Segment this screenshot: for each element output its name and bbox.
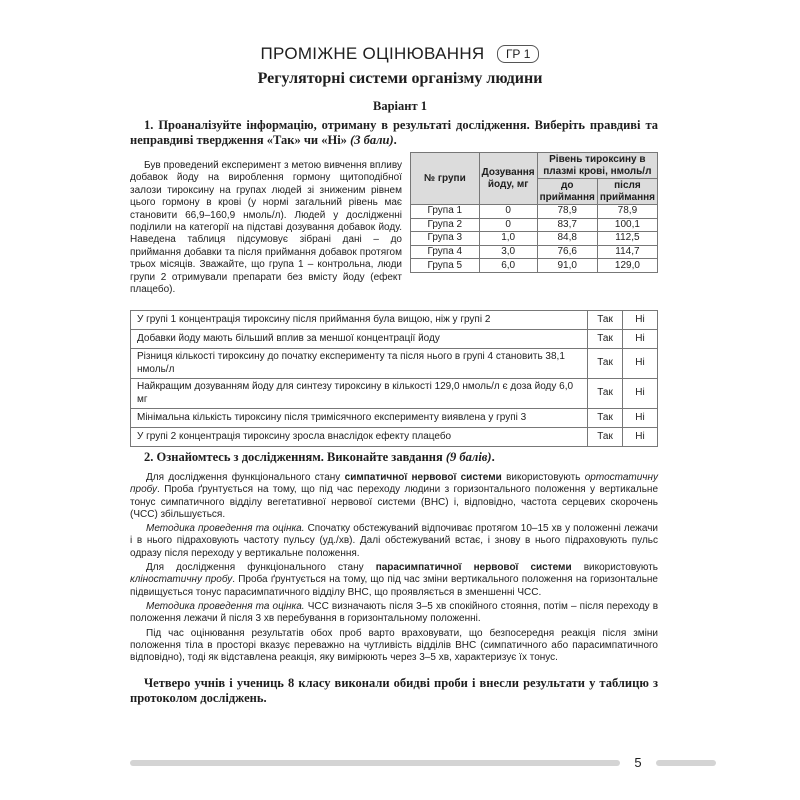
task-1-heading — [130, 118, 658, 148]
clinostatic-method-paragraph: Методика проведення та оцінка. ЧСС визначають після 3–5 хв спокійного стояння, потім – після переходу в положення лежачи й після 3 хв перебування в горизонтальному положенні. — [130, 600, 659, 625]
statement-row — [131, 409, 658, 428]
cell-group: Група 4 — [411, 245, 480, 259]
experiment-description: Був проведений експеримент з метою вивчення впливу добавок йоду на вироблення гормону щитоподібної залози тироксину на групах людей зі зниженим рівнем цього гормону в крові (у нормі загальний рівень має становити 66,9–160,9 нмоль/л). Людей у дослідженні поділили на категорії на підставі дозування добавок йоду. Наведена таблиця підсумовує зібрані дані – до приймання добавки та після приймання добавок протягом трьох місяців. Зважайте, що група 1 – контрольна, люди групи 2 отримували препарати без вмісту йоду (ефект плацебо). — [130, 160, 402, 296]
cell-after: 112,5 — [597, 232, 657, 246]
answer-no[interactable]: Ні — [623, 330, 658, 349]
statement-text: Мінімальна кількість тироксину після тримісячного експерименту виявлена у групі 3 — [131, 409, 588, 428]
cell-before: 91,0 — [537, 259, 597, 273]
answer-no[interactable]: Ні — [623, 311, 658, 330]
footer-bar-left — [130, 760, 620, 766]
col-after-header: після приймання — [597, 179, 657, 205]
orthostatic-paragraph: Для дослідження функціонального стану симпатичної нервової системи використовують ортостатичну пробу. Проба ґрунтується на тому, що під час переходу людини з горизонтального положення у вертикальне тонус симпатичного відділу вегетативної нервової системи (ВНС) і, відповідно, частота серцевих скорочень (ЧСС) збільшується. — [130, 472, 658, 520]
cell-after: 114,7 — [597, 245, 657, 259]
answer-no[interactable]: Ні — [623, 409, 658, 428]
closing-paragraph — [130, 676, 658, 706]
cell-after: 129,0 — [597, 259, 657, 273]
statement-row — [131, 428, 658, 447]
topic-title: Регуляторні системи організму людини — [257, 70, 543, 87]
task-1-text: Проаналізуйте інформацію, отриману в результаті дослідження. Виберіть правдиві та неправдиві твердження «Так» чи «Ні» — [130, 118, 658, 147]
evaluation-paragraph: Під час оцінювання результатів обох проб варто враховувати, що безпосередня реакція після зміни положення тіла в просторі вказує переважно на чутливість відділів ВНС (симпатичного або парасимпатичного відповідно), тоді як відставлена реакція, яку вимірюють через 3–5 хв, характеризує їх тонус. — [130, 627, 658, 664]
answer-no[interactable]: Ні — [623, 349, 658, 379]
table-row — [411, 205, 658, 219]
orthostatic-method-paragraph: Методика проведення та оцінка. Спочатку обстежуваний відпочиває протягом 10–15 хв у положенні лежачи і в нього підраховують частоту пульсу (уд./хв). Далі обстежуваний встає, і знову в нього підраховують пульс одразу після переходу у вертикальне положення. — [130, 523, 658, 559]
statement-text: Найкращим дозуванням йоду для синтезу тироксину в кількості 129,0 нмоль/л є доза йоду 6,0 мг — [131, 379, 588, 409]
task-1-end: . — [393, 133, 397, 147]
answer-no[interactable]: Ні — [623, 379, 658, 409]
task-1-number: 1. — [144, 118, 154, 132]
cell-group: Група 2 — [411, 218, 480, 232]
cell-dose: 1,0 — [479, 232, 537, 246]
task-1-points: (3 бали) — [350, 133, 394, 147]
section-title: ПРОМІЖНЕ ОЦІНЮВАННЯ — [260, 44, 485, 63]
task-2-heading — [130, 450, 658, 465]
true-false-table — [130, 310, 658, 447]
statement-row — [131, 379, 658, 409]
table-row — [411, 218, 658, 232]
cell-group: Група 5 — [411, 259, 480, 273]
variant-label: Варіант 1 — [373, 99, 427, 113]
statement-row — [131, 311, 658, 330]
answer-yes[interactable]: Так — [588, 349, 623, 379]
task-2-body — [130, 472, 658, 666]
cell-before: 76,6 — [537, 245, 597, 259]
task-2-number: 2. — [144, 450, 154, 464]
col-dose-header: Дозування йоду, мг — [479, 153, 537, 205]
cell-before: 83,7 — [537, 218, 597, 232]
clinostatic-paragraph: Для дослідження функціонального стану парасимпатичної нервової системи використовують кліностатичну пробу. Проба ґрунтується на тому, що під час зміни вертикального положення на горизонтальне підвищується тонус парасимпатичного відділу ВНС, що проявляється в зменшенні ЧСС. — [130, 562, 658, 598]
page-header — [0, 44, 800, 64]
col-group-header: № групи — [411, 153, 480, 205]
task-2-text: Ознайомтесь з дослідженням. Виконайте завдання — [156, 450, 443, 464]
statement-row — [131, 349, 658, 379]
cell-dose: 3,0 — [479, 245, 537, 259]
statement-text: У групі 2 концентрація тироксину зросла внаслідок ефекту плацебо — [131, 428, 588, 447]
thyroxine-table — [410, 152, 658, 273]
col-level-header: Рівень тироксину в плазмі крові, нмоль/л — [537, 153, 657, 179]
col-before-header: до приймання — [537, 179, 597, 205]
cell-group: Група 1 — [411, 205, 480, 219]
cell-after: 78,9 — [597, 205, 657, 219]
statement-text: Різниця кількості тироксину до початку експерименту та після нього в групі 4 становить 38,1 нмоль/л — [131, 349, 588, 379]
cell-dose: 6,0 — [479, 259, 537, 273]
cell-after: 100,1 — [597, 218, 657, 232]
cell-before: 78,9 — [537, 205, 597, 219]
answer-yes[interactable]: Так — [588, 428, 623, 447]
cell-group: Група 3 — [411, 232, 480, 246]
cell-dose: 0 — [479, 218, 537, 232]
cell-before: 84,8 — [537, 232, 597, 246]
answer-yes[interactable]: Так — [588, 409, 623, 428]
task-2-points: (9 балів) — [445, 450, 492, 464]
statement-text: Добавки йоду мають більший вплив за меншої концентрації йоду — [131, 330, 588, 349]
group-badge: ГР 1 — [497, 45, 540, 63]
cell-dose: 0 — [479, 205, 537, 219]
answer-no[interactable]: Ні — [623, 428, 658, 447]
answer-yes[interactable]: Так — [588, 311, 623, 330]
table-row — [411, 245, 658, 259]
footer-bar-right — [656, 760, 716, 766]
statement-row — [131, 330, 658, 349]
statement-text: У групі 1 концентрація тироксину після приймання була вищою, ніж у групі 2 — [131, 311, 588, 330]
answer-yes[interactable]: Так — [588, 330, 623, 349]
answer-yes[interactable]: Так — [588, 379, 623, 409]
task-2-end: . — [491, 450, 495, 464]
table-row — [411, 232, 658, 246]
table-row — [411, 259, 658, 273]
page-number: 5 — [634, 755, 642, 770]
closing-text: Четверо учнів і учениць 8 класу виконали обидві проби і внесли результати у таблицю з протоколом досліджень. — [130, 676, 658, 705]
